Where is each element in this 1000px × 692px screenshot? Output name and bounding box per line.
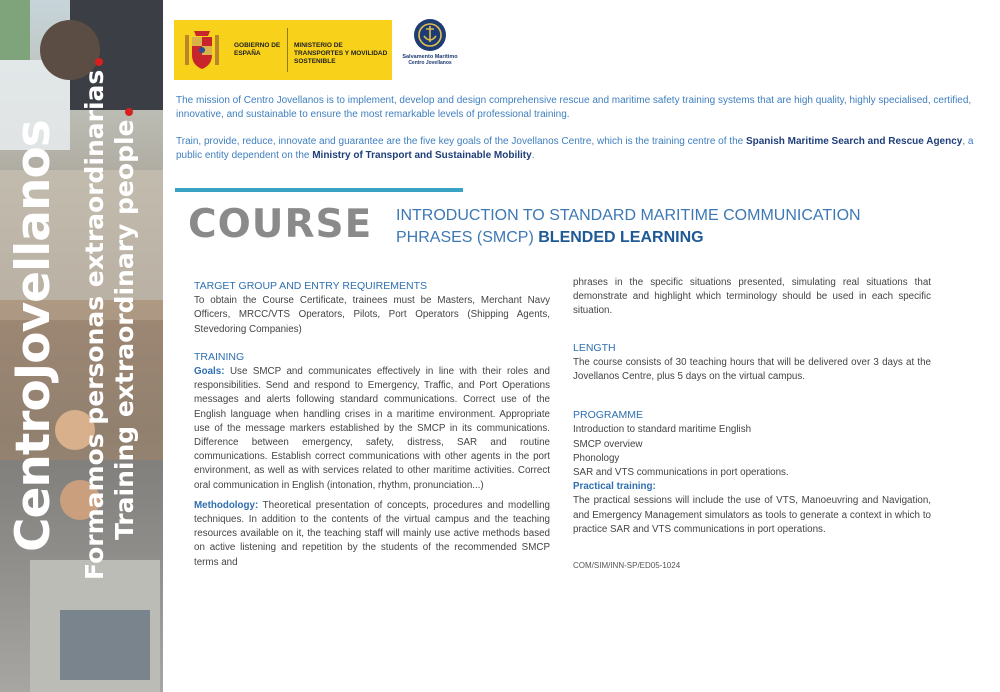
methodology-continued: phrases in the specific situations presented, simulating real situations that demonstrate and highlight which terminology should be used in each specific situation. bbox=[573, 277, 931, 317]
side-vertical-text bbox=[0, 0, 163, 692]
left-column bbox=[194, 279, 550, 583]
target-group-text: To obtain the Course Certificate, trainees must be Masters, Merchant Navy Officers, MRCC/VTS Operators, Pilots, Port Operators (Shipping Agents, Stevedoring Companies) bbox=[194, 295, 550, 335]
training-heading: TRAINING bbox=[194, 350, 245, 363]
government-name: GOBIERNO DE ESPAÑA bbox=[234, 42, 281, 57]
government-logo-banner bbox=[174, 20, 392, 80]
length-heading: LENGTH bbox=[573, 341, 616, 354]
ministry-name: MINISTERIO DE TRANSPORTES Y MOVILIDAD SOSTENIBLE bbox=[294, 42, 388, 65]
right-column bbox=[573, 276, 931, 573]
practical-training-label: Practical training: bbox=[573, 481, 656, 493]
red-dot-icon bbox=[95, 58, 103, 66]
target-group-section bbox=[194, 279, 550, 337]
course-label: COURSE bbox=[188, 202, 373, 247]
coat-of-arms-icon bbox=[182, 27, 222, 73]
document-code: COM/SIM/INN-SP/ED05-1024 bbox=[573, 561, 681, 571]
mission-paragraph: The mission of Centro Jovellanos is to implement, develop and design comprehensive rescue and maritime safety training systems that are high quality, highly specialised, certified, innovative, and sustainable to ensure the most remarkable levels of professional training. bbox=[176, 95, 972, 121]
logo-divider bbox=[287, 28, 288, 72]
intro-section bbox=[176, 94, 986, 163]
length-text: The course consists of 30 teaching hours that will be delivered over 3 days at the Jovellanos Centre, plus 5 days on the virtual campus. bbox=[573, 356, 931, 383]
maritime-emblem-icon bbox=[413, 18, 447, 52]
section-divider bbox=[175, 188, 463, 192]
brand-wordmark: CentroJovellanos bbox=[6, 120, 61, 552]
target-group-heading: TARGET GROUP AND ENTRY REQUIREMENTS bbox=[194, 280, 427, 292]
goals-text: Goals: Use SMCP and communicates effectively in line with their roles and responsibilities. Send and respond to Emergency, Traffic, and Port Operations messages and alerts following standard communications. Correct use of the English language when handling crises in a maritime environment. Appropriate use of the message markers established by the SMCP in its communications. Difference between emergency, safety, distress, SAR and routine communications. Establish correct communications with other agents in the port environment, as well as with services related to other maritime activities. Correct oral communication in English (intonation, rhythm, pronunciation...) bbox=[194, 366, 550, 491]
agency-logo-name: Salvamento Marítimo bbox=[402, 54, 458, 60]
programme-heading: PROGRAMME bbox=[573, 409, 644, 422]
length-section bbox=[573, 341, 931, 385]
programme-list bbox=[573, 423, 931, 480]
agency-logo-sub: Centro Jovellanos bbox=[408, 60, 452, 66]
tagline-spanish: Formamos personas extraordinarias bbox=[80, 58, 109, 580]
programme-item: Introduction to standard maritime English bbox=[573, 424, 752, 436]
programme-item: SAR and VTS communications in port operations. bbox=[573, 467, 789, 479]
training-section bbox=[194, 350, 550, 570]
methodology-text: Methodology: Theoretical presentation of concepts, procedures and modelling techniques. In addition to the contents of the virtual campus and the teaching resources available on it, the teaching staff will mainly use active methods based on active listening and repetition by the students of the recommended SMCP terms and bbox=[194, 499, 550, 568]
tagline-english: Training extraordinary people bbox=[110, 108, 139, 540]
course-title: INTRODUCTION TO STANDARD MARITIME COMMUNICATION PHRASES (SMCP) BLENDED LEARNING bbox=[396, 207, 861, 246]
goals-paragraph: Train, provide, reduce, innovate and guarantee are the five key goals of the Jovellanos Centre, which is the training centre of the Spanish Maritime Search and Rescue Agency, a public entity dependent on the Ministry of Transport and Sustainable Mobility. bbox=[176, 135, 974, 161]
programme-item: SMCP overview bbox=[573, 438, 643, 450]
red-dot-icon bbox=[125, 108, 133, 116]
agency-logo bbox=[400, 18, 460, 82]
side-photo-panel bbox=[0, 0, 163, 692]
practical-training-text: The practical sessions will include the use of VTS, Manoeuvring and Navigation, and Emergency Management simulators as tools to generate a context in which to practice SAR and VTS communications in port operations. bbox=[573, 495, 931, 535]
programme-item: Phonology bbox=[573, 452, 620, 464]
programme-section bbox=[573, 408, 931, 537]
